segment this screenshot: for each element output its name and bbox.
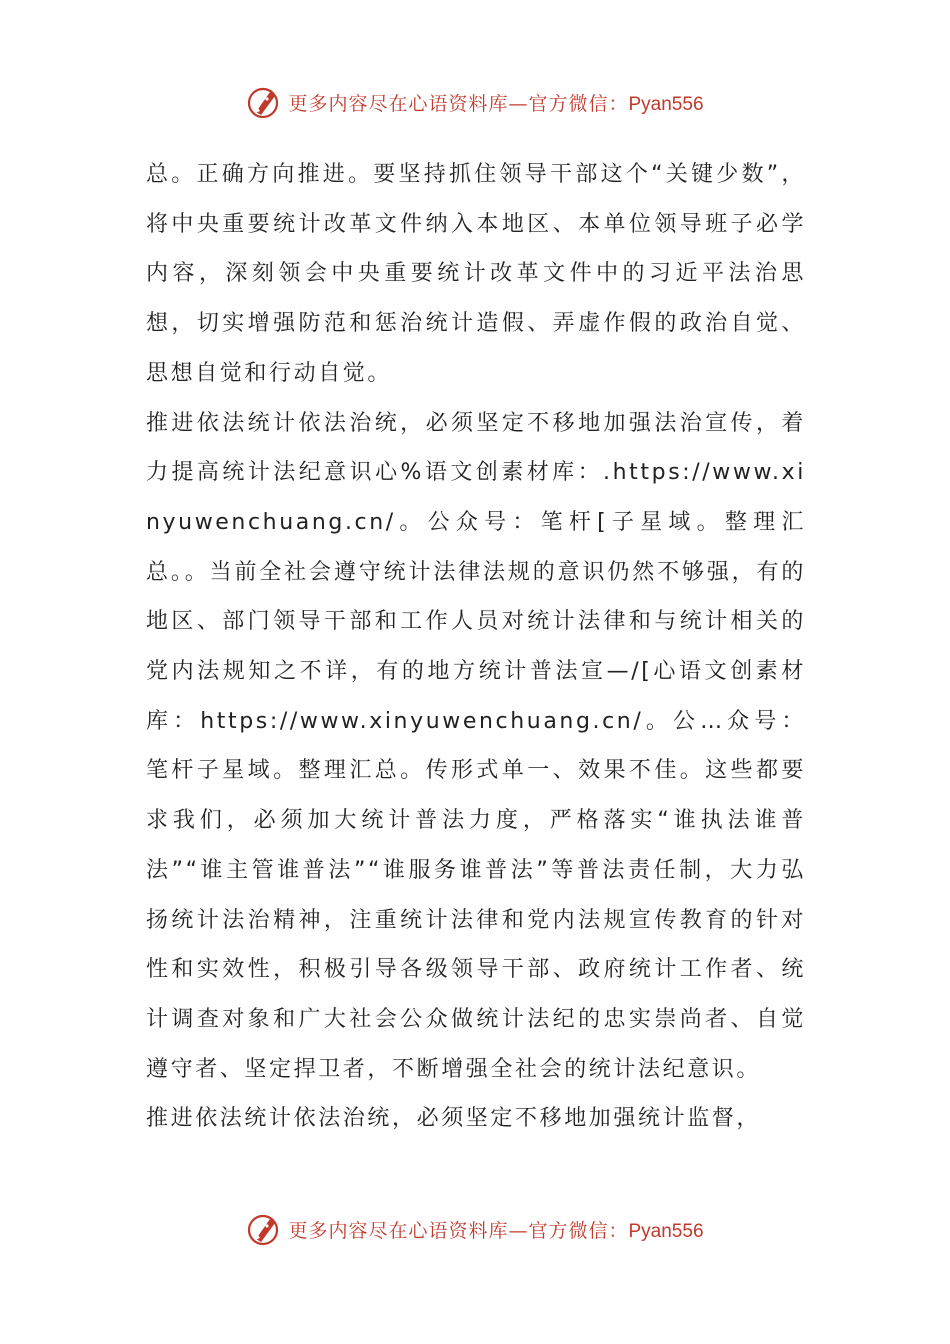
pen-nib-logo-icon [246, 1211, 282, 1247]
footer-banner [0, 1207, 950, 1251]
paragraph: 总。正确方向推进。要坚持抓住领导干部这个“关键少数”，将中央重要统计改革文件纳入本地区、本单位领导班子必学内容，深刻领会中央重要统计改革文件中的习近平法治思想，切实增强防范和惩治统计造假、弄虚作假的政治自觉、思想自觉和行动自觉。 [146, 162, 806, 386]
footer-banner-text: 更多内容尽在心语资料库—官方微信：Pyan556 [288, 1219, 704, 1242]
footer-wechat-handle: Pyan556 [628, 1220, 704, 1242]
header-banner [0, 80, 950, 124]
header-banner-text: 更多内容尽在心语资料库—官方微信：Pyan556 [288, 92, 704, 115]
pen-nib-logo-icon [246, 84, 282, 120]
header-wechat-handle: Pyan556 [628, 93, 704, 115]
paragraph: 推进依法统计依法治统，必须坚定不移地加强统计监督， [146, 1106, 762, 1132]
paragraph: 推进依法统计依法治统，必须坚定不移地加强法治宣传，着力提高统计法纪意识心%语文创素材库：.https://www.xinyuwenchuang.cn/。公众号：笔杆[子星域。整理汇总。。当前全社会遵守统计法律法规的意识仍然不够强，有的地区、部门领导干部和工作人员对统计法律和与统计相关的党内法规知之不详，有的地方统计普法宣—/[心语文创素材库：https://www.xinyuwenchuang.cn/。公…众号：笔杆子星域。整理汇总。传形式单一、效果不佳。这些都要求我们，必须加大统计普法力度，严格落实“谁执法谁普法”“谁主管谁普法”“谁服务谁普法”等普法责任制，大力弘扬统计法治精神，注重统计法律和党内法规宣传教育的针对性和实效性，积极引导各级领导干部、政府统计工作者、统计调查对象和广大社会公众做统计法纪的忠实崇尚者、自觉遵守者、坚定捍卫者，不断增强全社会的统计法纪意识。 [146, 410, 806, 1082]
document-body [146, 150, 806, 1144]
